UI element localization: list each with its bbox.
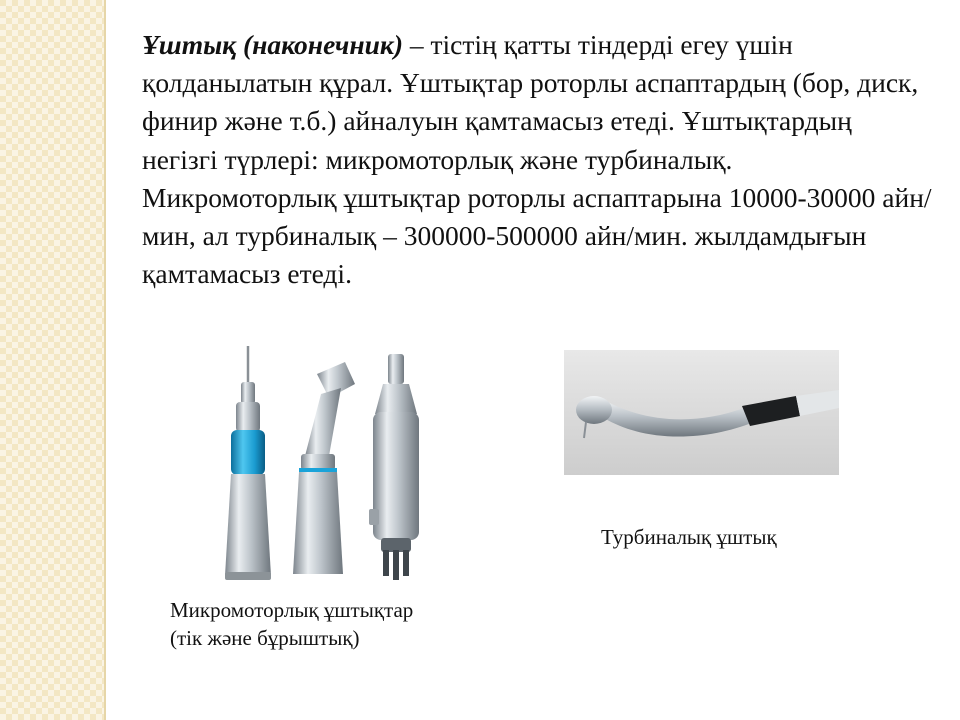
micromotor-caption-line1: Микромоторлық ұштықтар bbox=[170, 598, 414, 622]
turbine-handpiece-image bbox=[564, 350, 839, 475]
paragraph-term: Ұштық (наконечник) bbox=[142, 29, 404, 60]
turbine-handpiece-photo-icon bbox=[564, 350, 839, 475]
micromotor-handpieces-photo-icon bbox=[205, 344, 451, 584]
turbine-caption: Турбиналық ұштық bbox=[601, 525, 777, 549]
paragraph-text: – тістің қатты тіндерді егеу үшін қолданылатын құрал. Ұштықтар роторлы аспаптардың (бор, диск, финир және т.б.) айналуын қамтамасыз етеді. Ұштықтардың негізгі түрлері: микромоторлық және турбиналық. Микромоторлық ұштықтар роторлы аспаптарына 10000-30000 айн/мин, ал турбиналық – 300000-500000 айн/мин. жылдамдығын қамтамасыз етеді. bbox=[142, 29, 932, 290]
micromotor-handpieces-image bbox=[205, 344, 451, 584]
slide-paragraph bbox=[142, 26, 932, 293]
decorative-divider bbox=[104, 0, 106, 720]
decorative-strip bbox=[0, 0, 104, 720]
micromotor-caption bbox=[170, 596, 413, 652]
micromotor-caption-line2: (тік және бұрыштық) bbox=[170, 626, 360, 650]
